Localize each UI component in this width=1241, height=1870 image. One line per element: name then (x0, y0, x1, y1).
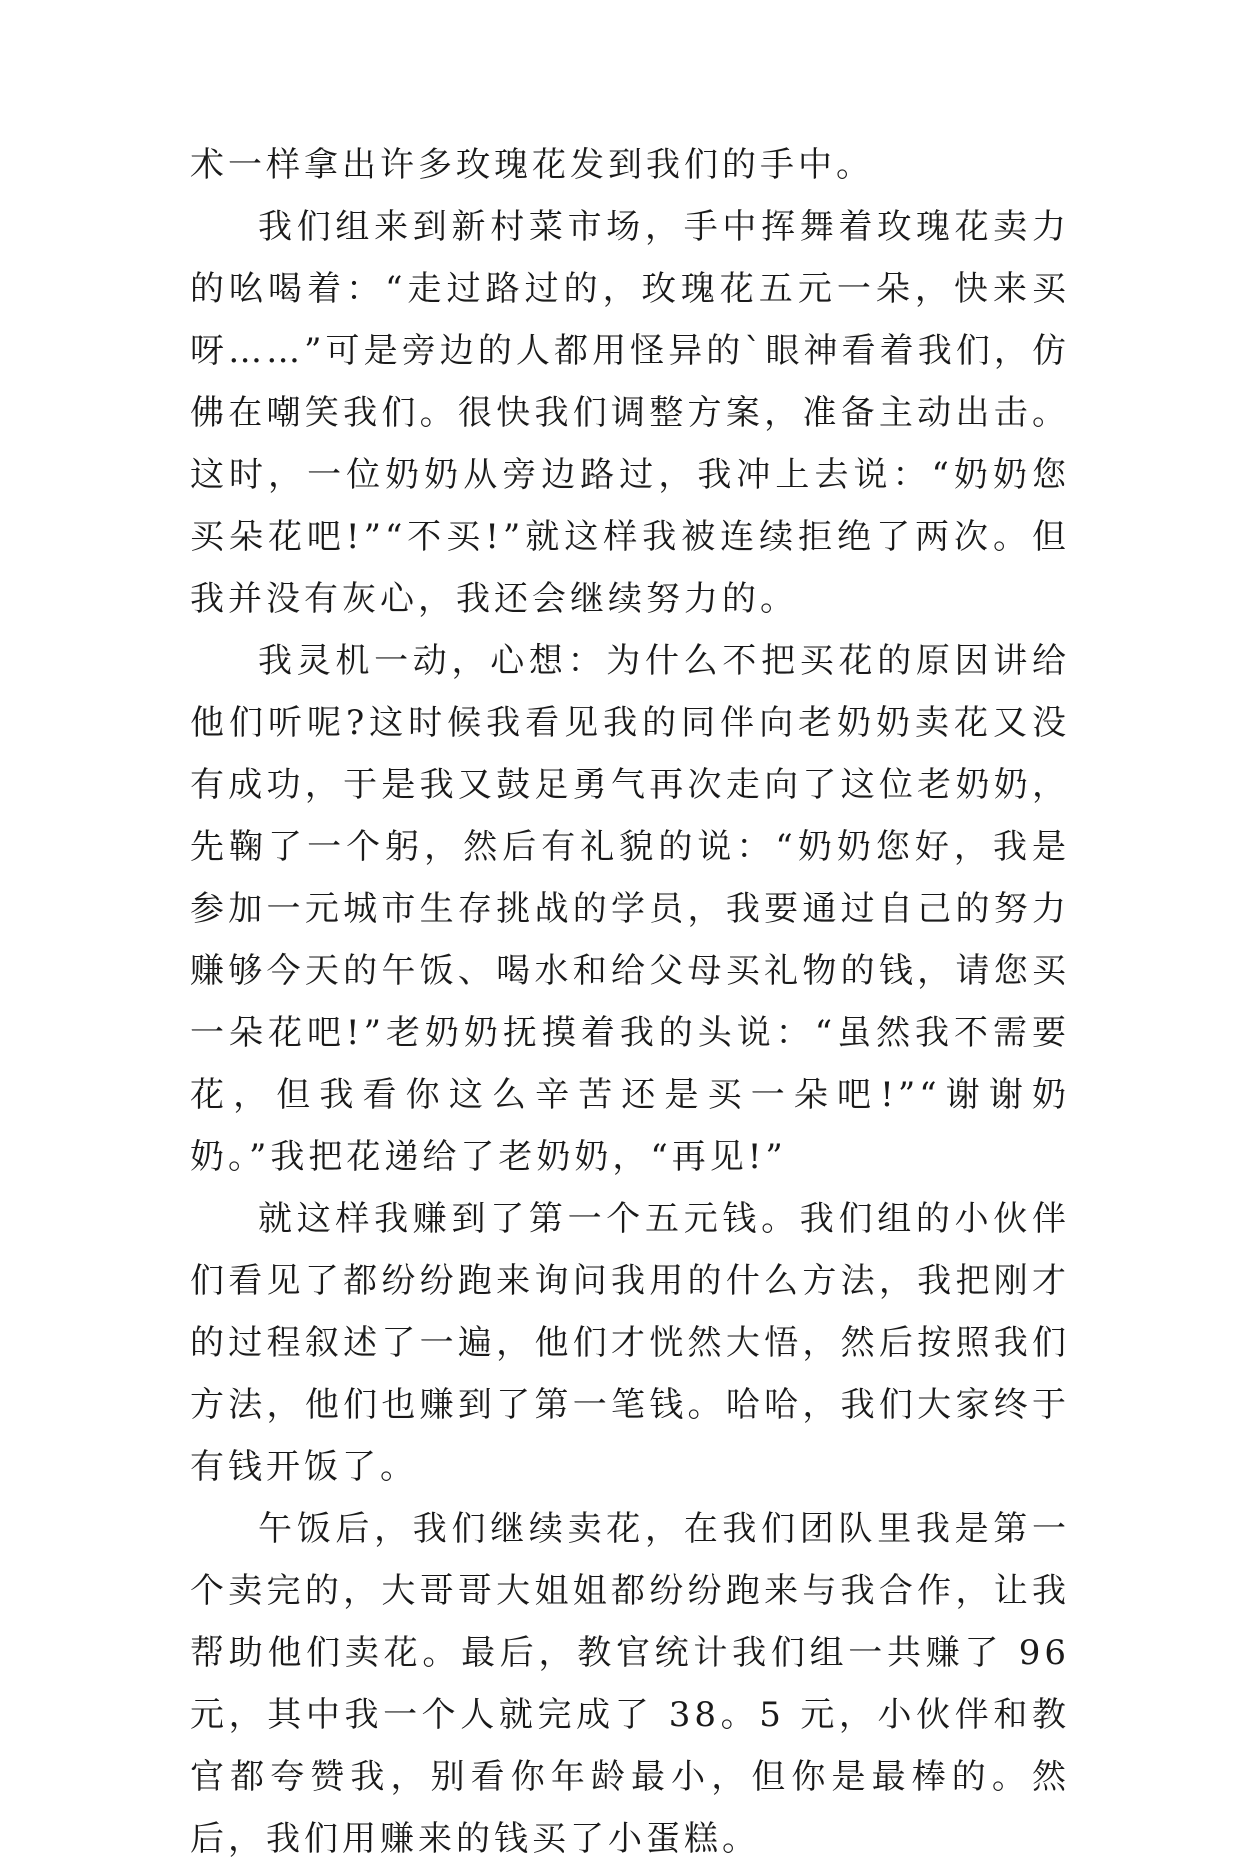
paragraph-market: 我们组来到新村菜市场，手中挥舞着玫瑰花卖力的吆喝着：“走过路过的，玫瑰花五元一朵，快来买呀……”可是旁边的人都用怪异的`眼神看着我们，仿佛在嘲笑我们。很快我们调整方案，准备主动出击。这时，一位奶奶从旁边路过，我冲上去说：“奶奶您买朵花吧!”“不买!”就这样我被连续拒绝了两次。但我并没有灰心，我还会继续努力的。 (190, 207, 1070, 619)
article-body (190, 134, 1070, 1870)
paragraph-continuation: 术一样拿出许多玫瑰花发到我们的手中。 (190, 145, 874, 185)
paragraph-afternoon: 午饭后，我们继续卖花，在我们团队里我是第一个卖完的，大哥哥大姐姐都纷纷跑来与我合作，让我帮助他们卖花。最后，教官统计我们组一共赚了 96 元，其中我一个人就完成了 38。5 元，小伙伴和教官都夸赞我，别看你年龄最小，但你是最棒的。然后，我们用赚来的钱买了小蛋糕。 (190, 1509, 1070, 1859)
paragraph-grandma: 我灵机一动，心想：为什么不把买花的原因讲给他们听呢?这时候我看见我的同伴向老奶奶卖花又没有成功，于是我又鼓足勇气再次走向了这位老奶奶，先鞠了一个躬，然后有礼貌的说：“奶奶您好，我是参加一元城市生存挑战的学员，我要通过自己的努力赚够今天的午饭、喝水和给父母买礼物的钱，请您买一朵花吧!”老奶奶抚摸着我的头说：“虽然我不需要花，但我看你这么辛苦还是买一朵吧!”“谢谢奶奶。”我把花递给了老奶奶，“再见!” (190, 641, 1070, 1177)
paragraph-first-money: 就这样我赚到了第一个五元钱。我们组的小伙伴们看见了都纷纷跑来询问我用的什么方法，我把刚才的过程叙述了一遍，他们才恍然大悟，然后按照我们方法，他们也赚到了第一笔钱。哈哈，我们大家终于有钱开饭了。 (190, 1199, 1070, 1487)
